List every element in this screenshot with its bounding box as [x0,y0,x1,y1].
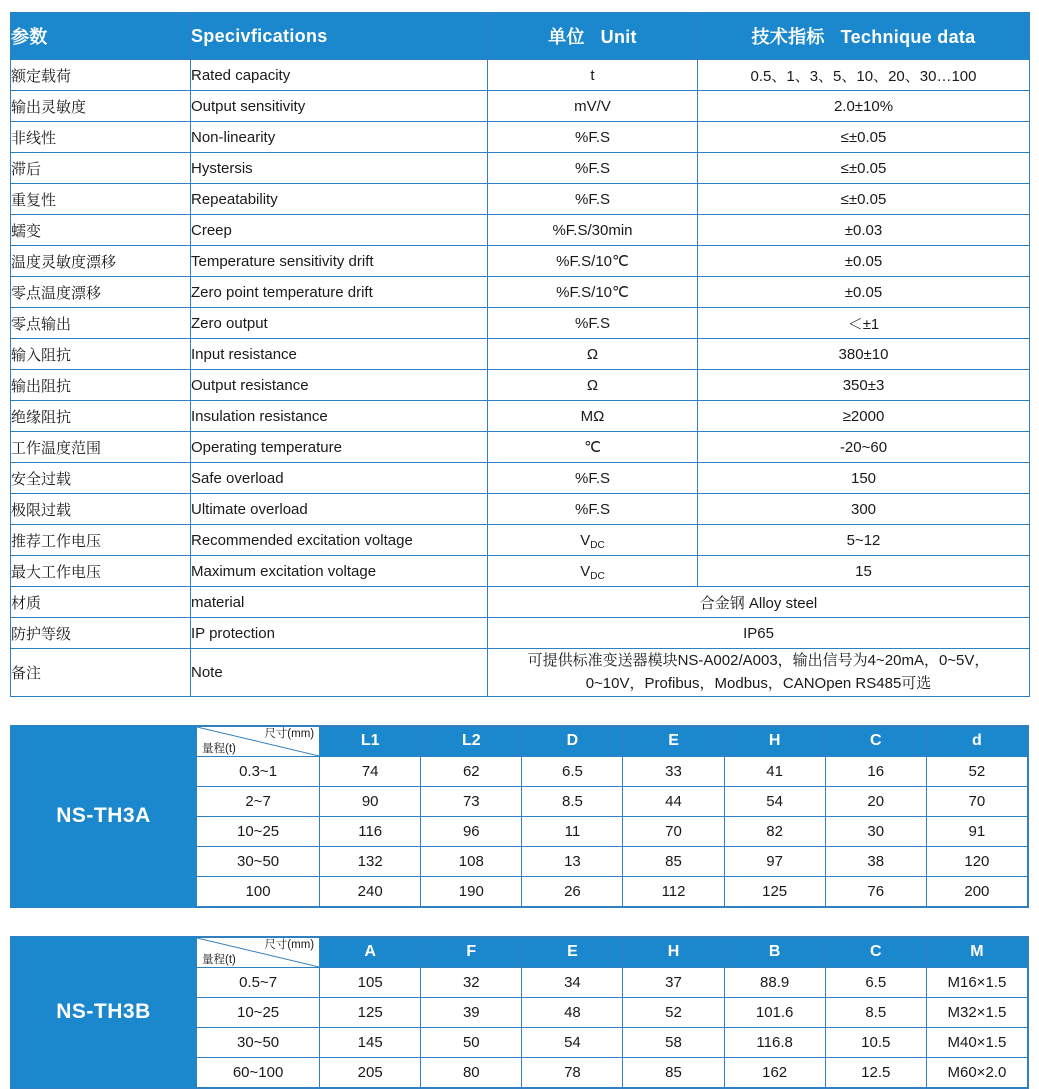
row-param-cn-8: 零点输出 [11,308,191,339]
header-unit-cn: 单位 [548,27,585,47]
spec-table-header [11,13,1030,60]
dim-column-M: M [926,937,1027,967]
dim-corner-bottom-label: 量程(t) [202,953,236,966]
row-param-cn-16: 最大工作电压 [11,556,191,587]
table-row [11,91,1030,122]
note-value: 可提供标准变送器模块NS-A002/A003，输出信号为4~20mA，0~5V， 0~10V，Profibus，Modbus，CANOpen RS485可选 [488,649,1030,697]
dim-cell: 48 [522,997,623,1027]
dim-cell: 120 [926,846,1027,876]
row-param-cn-13: 安全过载 [11,463,191,494]
header-parameter: 参数 [11,13,191,60]
row-param-cn-4: 重复性 [11,184,191,215]
dim-cell: 44 [623,786,724,816]
dim-cell: 82 [724,816,825,846]
row-unit-6: %F.S/10℃ [488,246,698,277]
dim-row-range: 2~7 [197,786,320,816]
row-param-en-0: Rated capacity [191,60,488,91]
dim-cell: 12.5 [825,1057,926,1087]
dim-cell: 90 [320,786,421,816]
table-row [11,370,1030,401]
dim-corner-cell [197,726,320,756]
table-row [11,525,1030,556]
dim-cell: 70 [926,786,1027,816]
row-unit-12: ℃ [488,432,698,463]
dim-cell: 97 [724,846,825,876]
dim-cell: 78 [522,1057,623,1087]
row-param-en-15: Recommended excitation voltage [191,525,488,556]
dim-cell: 112 [623,876,724,906]
dim-cell: 52 [623,997,724,1027]
dim-cell: 26 [522,876,623,906]
row-data-4: ≤±0.05 [698,184,1030,215]
model-label-NS-TH3A: NS-TH3A [11,726,196,907]
row-param-en-13: Safe overload [191,463,488,494]
header-data-en: Technique data [840,27,976,47]
row-data-0: 0.5、1、3、5、10、20、30…100 [698,60,1030,91]
dim-cell: 41 [724,756,825,786]
dim-header-row [197,937,1028,967]
dim-column-D: D [522,726,623,756]
header-unit [488,13,698,60]
note-param-en: Note [191,649,488,697]
dim-column-L1: L1 [320,726,421,756]
dim-cell: 108 [421,846,522,876]
dim-cell: 11 [522,816,623,846]
row-data-2: ≤±0.05 [698,122,1030,153]
row-data-10: 350±3 [698,370,1030,401]
merged-value-0: 合金钢 Alloy steel [488,587,1030,618]
dim-cell: 74 [320,756,421,786]
dim-cell: 85 [623,846,724,876]
dimension-table-NS-TH3B [196,937,1028,1088]
dim-column-H: H [623,937,724,967]
table-row [11,556,1030,587]
dim-cell: 80 [421,1057,522,1087]
row-param-en-14: Ultimate overload [191,494,488,525]
dim-row [197,786,1028,816]
dim-cell: 6.5 [522,756,623,786]
row-param-en-4: Repeatability [191,184,488,215]
table-header-row [11,13,1030,60]
dim-cell: 132 [320,846,421,876]
dim-cell: M40×1.5 [926,1027,1027,1057]
table-row [11,587,1030,618]
dim-corner-top-label: 尺寸(mm) [264,727,315,740]
dim-cell: 58 [623,1027,724,1057]
row-data-6: ±0.05 [698,246,1030,277]
dim-row-range: 0.3~1 [197,756,320,786]
dim-row-range: 30~50 [197,846,320,876]
dim-cell: 16 [825,756,926,786]
row-param-en-10: Output resistance [191,370,488,401]
dim-row [197,997,1028,1027]
row-param-en-11: Insulation resistance [191,401,488,432]
dim-tbody [197,756,1028,906]
row-unit-11: MΩ [488,401,698,432]
dim-cell: 20 [825,786,926,816]
row-data-5: ±0.03 [698,215,1030,246]
dim-thead [197,937,1028,967]
dim-column-C: C [825,937,926,967]
spec-table-body [11,60,1030,697]
row-unit-8: %F.S [488,308,698,339]
dim-cell: 88.9 [724,967,825,997]
dim-cell: 200 [926,876,1027,906]
table-row [11,339,1030,370]
dim-cell: 33 [623,756,724,786]
row-param-cn-9: 输入阻抗 [11,339,191,370]
dim-row-range: 0.5~7 [197,967,320,997]
dim-row [197,876,1028,906]
row-unit-16: $V_{DC}$ [488,556,698,587]
dim-cell: 101.6 [724,997,825,1027]
row-data-8: ＜±1 [698,308,1030,339]
dim-cell: 162 [724,1057,825,1087]
dimension-block-NS-TH3A [10,725,1029,908]
table-row [11,401,1030,432]
dim-cell: 54 [522,1027,623,1057]
dim-cell: 116.8 [724,1027,825,1057]
row-data-15: 5~12 [698,525,1030,556]
row-param-cn-14: 极限过载 [11,494,191,525]
row-param-en-5: Creep [191,215,488,246]
row-data-14: 300 [698,494,1030,525]
dimension-table-NS-TH3A [196,726,1028,907]
dim-cell: 32 [421,967,522,997]
row-unit-7: %F.S/10℃ [488,277,698,308]
merged-param-en-0: material [191,587,488,618]
dimension-tables [10,725,1029,1089]
row-data-16: 15 [698,556,1030,587]
row-unit-3: %F.S [488,153,698,184]
dim-column-E: E [623,726,724,756]
dimension-block-NS-TH3B [10,936,1029,1089]
table-row [11,432,1030,463]
row-data-11: ≥2000 [698,401,1030,432]
table-row [11,494,1030,525]
row-param-en-6: Temperature sensitivity drift [191,246,488,277]
dim-cell: 34 [522,967,623,997]
dim-cell: 13 [522,846,623,876]
specification-table [10,12,1030,697]
dim-row [197,1027,1028,1057]
dim-cell: 125 [320,997,421,1027]
merged-param-cn-1: 防护等级 [11,618,191,649]
dim-cell: 10.5 [825,1027,926,1057]
table-row [11,215,1030,246]
dim-cell: 125 [724,876,825,906]
dim-row [197,1057,1028,1087]
dim-row [197,756,1028,786]
table-row [11,463,1030,494]
dim-tbody [197,967,1028,1087]
dim-row-range: 60~100 [197,1057,320,1087]
row-param-cn-11: 绝缘阻抗 [11,401,191,432]
model-label-NS-TH3B: NS-TH3B [11,937,196,1088]
dim-cell: 240 [320,876,421,906]
dim-cell: 205 [320,1057,421,1087]
dim-cell: 105 [320,967,421,997]
table-row [11,184,1030,215]
row-param-cn-10: 输出阻抗 [11,370,191,401]
dim-row-range: 10~25 [197,997,320,1027]
dim-cell: 38 [825,846,926,876]
dim-row-range: 10~25 [197,816,320,846]
dim-cell: 8.5 [825,997,926,1027]
dim-row [197,967,1028,997]
row-unit-15: $V_{DC}$ [488,525,698,556]
merged-value-1: IP65 [488,618,1030,649]
row-data-7: ±0.05 [698,277,1030,308]
merged-param-en-1: IP protection [191,618,488,649]
header-specifications: Specivfications [191,13,488,60]
table-row [11,277,1030,308]
dim-column-d: d [926,726,1027,756]
row-param-en-8: Zero output [191,308,488,339]
dim-cell: 145 [320,1027,421,1057]
dim-column-L2: L2 [421,726,522,756]
dim-column-A: A [320,937,421,967]
dim-header-row [197,726,1028,756]
row-param-en-1: Output sensitivity [191,91,488,122]
dim-corner-top-label: 尺寸(mm) [264,938,315,951]
dim-row-range: 30~50 [197,1027,320,1057]
row-data-12: -20~60 [698,432,1030,463]
row-unit-2: %F.S [488,122,698,153]
dim-row [197,816,1028,846]
table-row [11,308,1030,339]
row-param-cn-5: 蠕变 [11,215,191,246]
row-data-13: 150 [698,463,1030,494]
row-param-cn-0: 额定载荷 [11,60,191,91]
row-data-1: 2.0±10% [698,91,1030,122]
row-param-en-3: Hystersis [191,153,488,184]
row-param-cn-15: 推荐工作电压 [11,525,191,556]
dim-cell: 76 [825,876,926,906]
dim-column-B: B [724,937,825,967]
row-data-9: 380±10 [698,339,1030,370]
merged-param-cn-0: 材质 [11,587,191,618]
dim-cell: 116 [320,816,421,846]
table-row [11,618,1030,649]
row-unit-0: t [488,60,698,91]
dim-cell: 39 [421,997,522,1027]
dim-cell: 190 [421,876,522,906]
dim-row [197,846,1028,876]
header-data-cn: 技术指标 [751,27,825,47]
dim-cell: 54 [724,786,825,816]
dim-cell: 52 [926,756,1027,786]
dim-corner-cell [197,937,320,967]
header-technique-data [698,13,1030,60]
row-unit-1: mV/V [488,91,698,122]
dim-cell: 8.5 [522,786,623,816]
dim-column-C: C [825,726,926,756]
note-param-cn: 备注 [11,649,191,697]
row-param-cn-3: 滞后 [11,153,191,184]
table-row-note [11,649,1030,697]
dim-cell: 30 [825,816,926,846]
dim-cell: 37 [623,967,724,997]
dim-cell: 6.5 [825,967,926,997]
dim-corner-bottom-label: 量程(t) [202,742,236,755]
row-param-en-2: Non-linearity [191,122,488,153]
dim-column-E: E [522,937,623,967]
dim-column-H: H [724,726,825,756]
row-unit-4: %F.S [488,184,698,215]
row-unit-10: Ω [488,370,698,401]
row-param-en-12: Operating temperature [191,432,488,463]
table-row [11,246,1030,277]
row-param-cn-6: 温度灵敏度漂移 [11,246,191,277]
row-unit-5: %F.S/30min [488,215,698,246]
table-row [11,153,1030,184]
row-unit-13: %F.S [488,463,698,494]
table-row [11,122,1030,153]
row-param-cn-12: 工作温度范围 [11,432,191,463]
dim-row-range: 100 [197,876,320,906]
table-row [11,60,1030,91]
dim-cell: 73 [421,786,522,816]
dim-cell: 62 [421,756,522,786]
dim-cell: 50 [421,1027,522,1057]
dim-cell: M60×2.0 [926,1057,1027,1087]
dim-cell: M16×1.5 [926,967,1027,997]
dim-cell: 91 [926,816,1027,846]
dim-cell: 85 [623,1057,724,1087]
dim-thead [197,726,1028,756]
row-data-3: ≤±0.05 [698,153,1030,184]
row-param-en-9: Input resistance [191,339,488,370]
dim-cell: 70 [623,816,724,846]
row-param-en-7: Zero point temperature drift [191,277,488,308]
row-param-cn-2: 非线性 [11,122,191,153]
dim-cell: M32×1.5 [926,997,1027,1027]
dim-cell: 96 [421,816,522,846]
dim-column-F: F [421,937,522,967]
row-param-cn-7: 零点温度漂移 [11,277,191,308]
row-unit-14: %F.S [488,494,698,525]
header-unit-en: Unit [600,27,637,47]
row-param-en-16: Maximum excitation voltage [191,556,488,587]
row-unit-9: Ω [488,339,698,370]
row-param-cn-1: 输出灵敏度 [11,91,191,122]
